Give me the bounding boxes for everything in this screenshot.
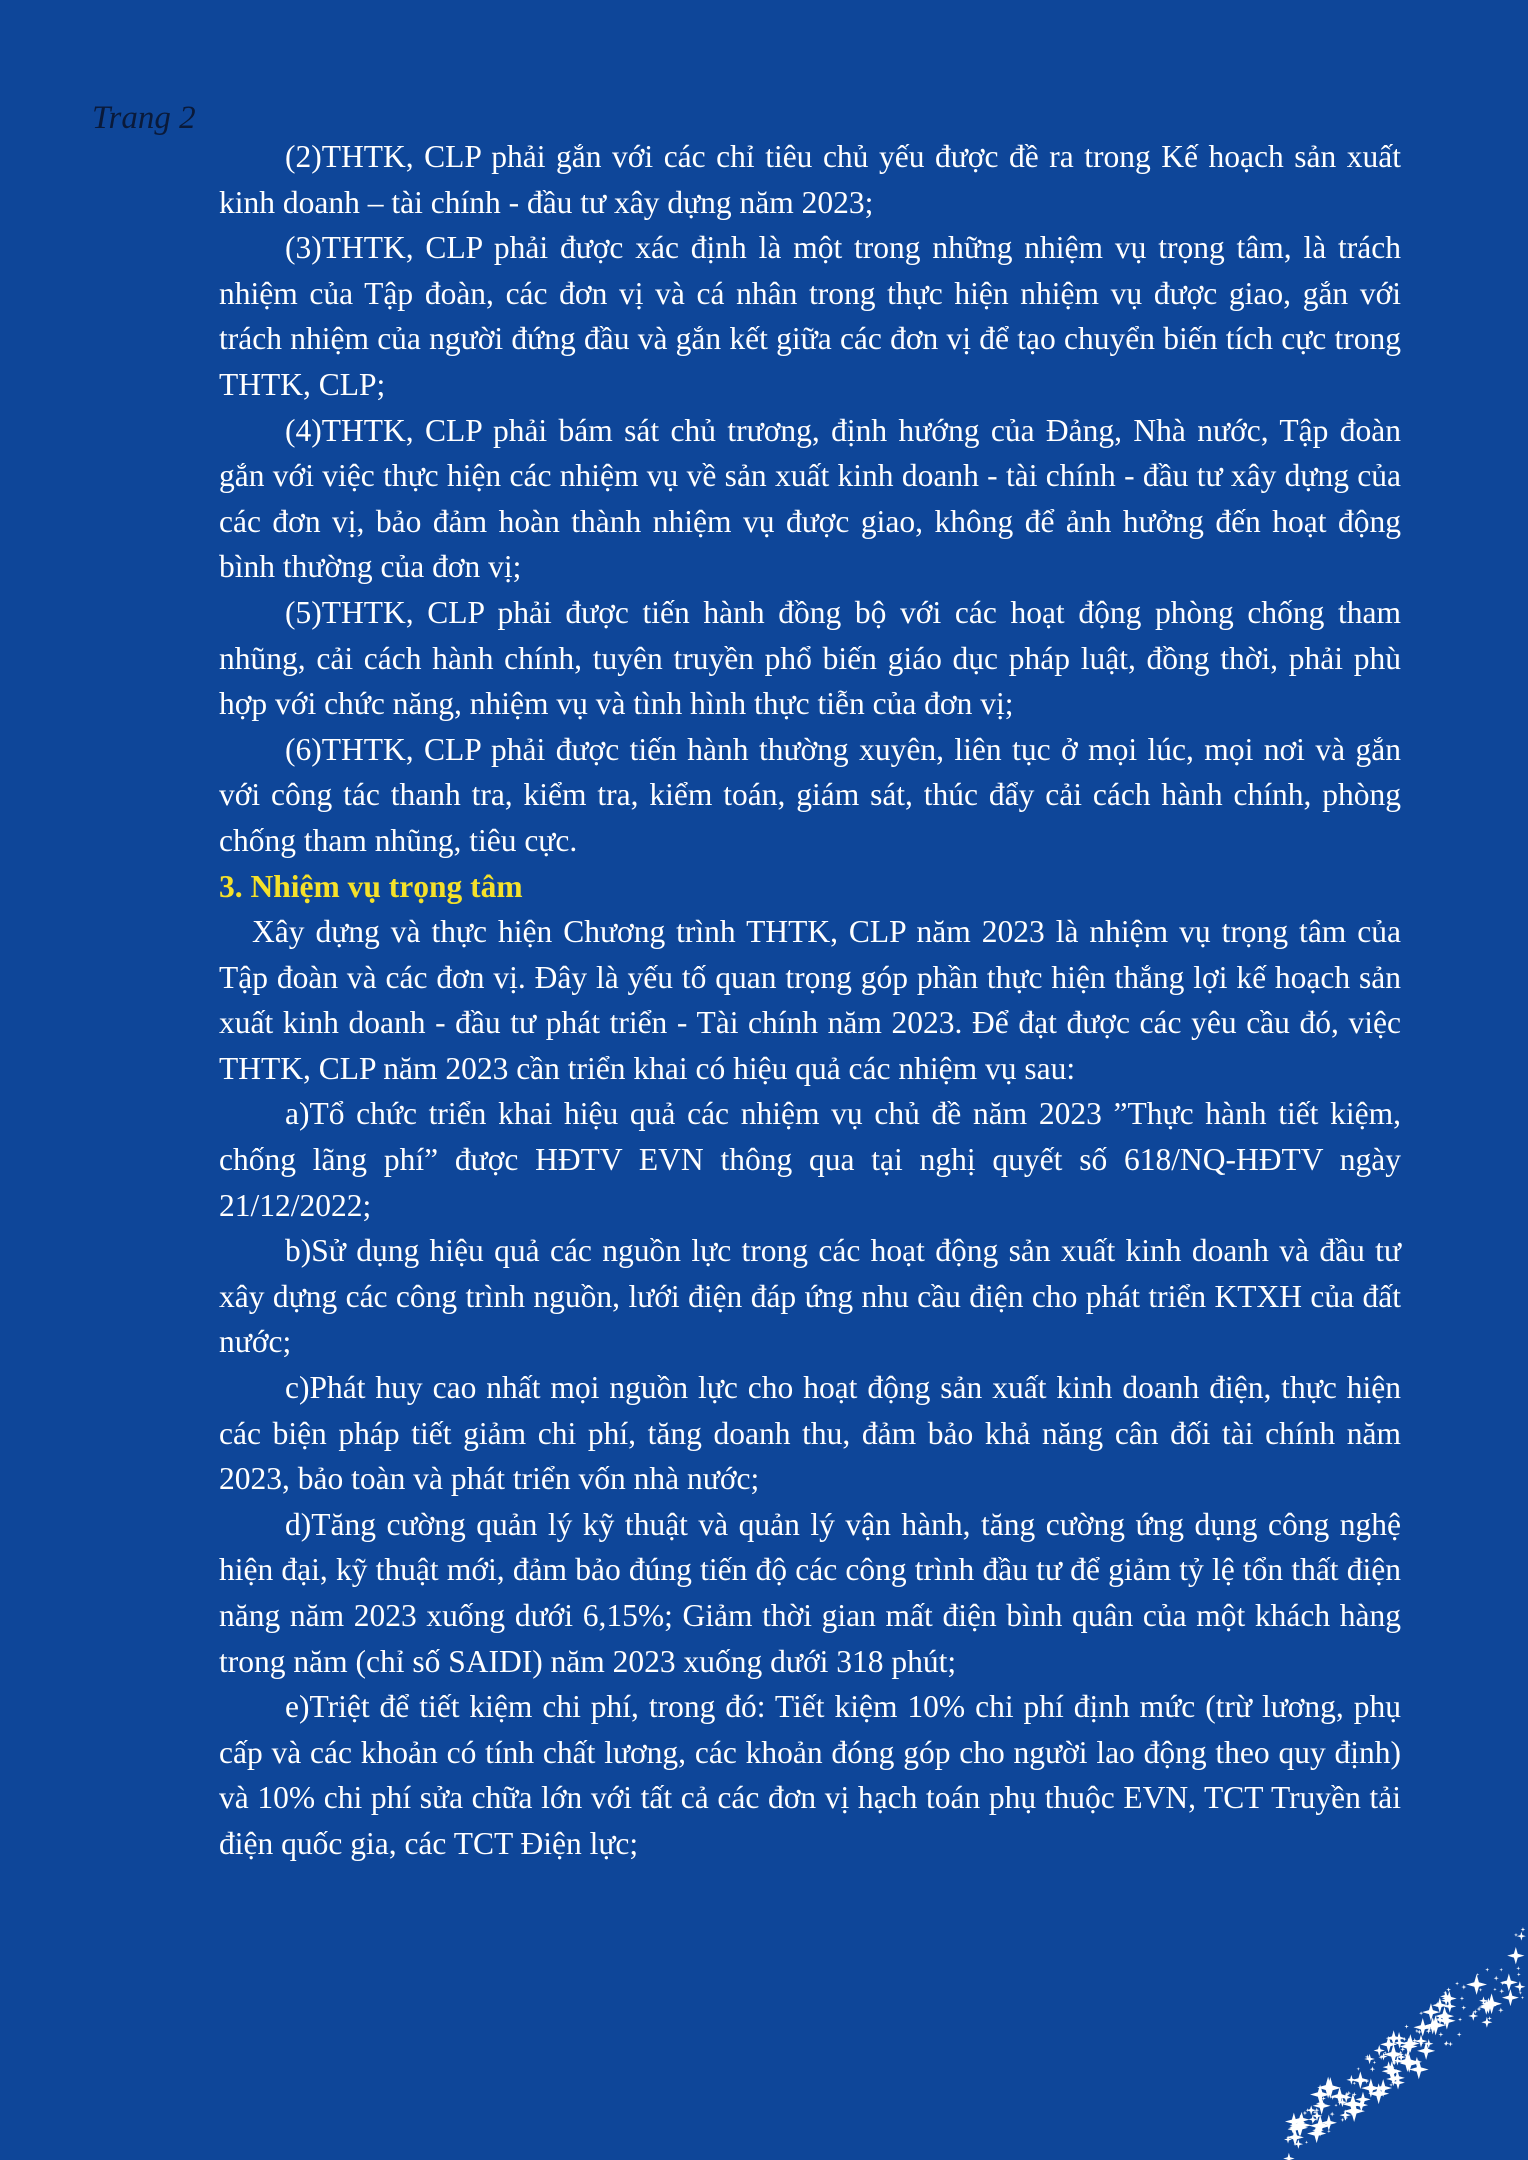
sparkle-star [1283, 2153, 1294, 2160]
task-text: Sử dụng hiệu quả các nguồn lực trong các hoạt động sản xuất kinh doanh và đầu tư xây dựng các công trình nguồn, lưới điện đáp ứng nhu cầu điện cho phát triển KTXH của đất nước; [219, 1233, 1401, 1360]
sparkle-star [1340, 2118, 1344, 2122]
sparkle-star [1461, 2005, 1466, 2010]
task-letter: c) [285, 1370, 310, 1406]
sparkle-star [1426, 2028, 1432, 2034]
sparkle-star [1487, 2016, 1491, 2020]
sparkle-star [1516, 1966, 1520, 1970]
sparkle-star [1303, 2111, 1308, 2116]
sparkle-star [1444, 2041, 1449, 2046]
sparkle-star [1461, 1984, 1466, 1989]
sparkle-star [1507, 1947, 1524, 1964]
sparkle-star [1370, 2066, 1375, 2071]
section-heading: 3. Nhiệm vụ trọng tâm [219, 868, 523, 904]
task-letter: b) [285, 1233, 312, 1269]
section-intro: Xây dựng và thực hiện Chương trình THTK, CLP năm 2023 là nhiệm vụ trọng tâm của Tập đoàn và các đơn vị. Đây là yếu tố quan trọng góp phần thực hiện thắng lợi kế hoạch sản xuất kinh doanh - đầu tư phát triển - Tài chính năm 2023. Để đạt được các yêu cầu đó, việc THTK, CLP năm 2023 cần triển khai có hiệu quả các nhiệm vụ sau: [219, 914, 1401, 1086]
task-item [219, 1502, 1401, 1684]
sparkle-star [1514, 1933, 1518, 1937]
principle-text: THTK, CLP phải được tiến hành thường xuyên, liên tục ở mọi lúc, mọi nơi và gắn với công tác thanh tra, kiểm tra, kiểm toán, giám sát, thúc đẩy cải cách hành chính, phòng chống tham nhũng, tiêu cực. [219, 731, 1401, 858]
sparkle-star [1519, 1991, 1523, 1995]
sparkle-star [1356, 2067, 1360, 2071]
sparkle-star [1521, 1996, 1524, 1999]
sparkle-star [1498, 2007, 1503, 2012]
sparkle-star [1330, 2112, 1335, 2117]
task-text: Triệt để tiết kiệm chi phí, trong đó: Tiết kiệm 10% chi phí định mức (trừ lương, phụ cấp và các khoản có tính chất lương, các khoản đóng góp cho người lao động theo quy định) và 10% chi phí sửa chữa lớn với tất cả các đơn vị hạch toán phụ thuộc EVN, TCT Truyền tải điện quốc gia, các TCT Điện lực; [219, 1689, 1401, 1861]
principle-number: (3) [285, 230, 322, 266]
page-label: Trang 2 [92, 100, 196, 136]
sparkle-star [1502, 1989, 1519, 2006]
sparkle-star [1493, 1988, 1497, 1992]
sparkle-star [1481, 1993, 1502, 2014]
principle-text: THTK, CLP phải được tiến hành đồng bộ với các hoạt động phòng chống tham nhũng, cải cách hành chính, tuyên truyền phổ biến giáo dục pháp luật, đồng thời, phải phù hợp với chức năng, nhiệm vụ và tình hình thực tiễn của đơn vị; [219, 594, 1401, 722]
sparkle-star [1466, 1974, 1487, 1995]
sparkle-star [1413, 2018, 1432, 2037]
sparkle-star [1500, 1973, 1518, 1991]
sparkle-stars-icon [1268, 1900, 1528, 2160]
sparkle-star [1419, 2011, 1423, 2015]
sparkle-star [1446, 1987, 1451, 1992]
sparkle-star [1352, 2081, 1356, 2085]
sparkle-star [1517, 1972, 1521, 1976]
sparkle-star [1389, 2083, 1393, 2087]
task-letter: d) [285, 1506, 312, 1542]
sparkle-star [1499, 1968, 1503, 1972]
sparkle-star [1305, 2141, 1308, 2144]
sparkle-star [1460, 1996, 1464, 2000]
sparkle-star [1417, 2042, 1435, 2060]
principle-text: THTK, CLP phải gắn với các chỉ tiêu chủ yếu được đề ra trong Kế hoạch sản xuất kinh doanh – tài chính - đầu tư xây dựng năm 2023; [219, 139, 1401, 220]
principle-item [219, 225, 1401, 407]
sparkle-star [1499, 1989, 1504, 1994]
principle-number: (4) [285, 412, 322, 448]
principle-item [219, 134, 1401, 225]
principle-item [219, 408, 1401, 590]
task-text: Tổ chức triển khai hiệu quả các nhiệm vụ chủ đề năm 2023 ”Thực hành tiết kiệm, chống lãng phí” được HĐTV EVN thông qua tại nghị quyết số 618/NQ-HĐTV ngày 21/12/2022; [219, 1096, 1401, 1223]
task-item [219, 1684, 1401, 1866]
sparkle-star [1458, 2017, 1462, 2021]
task-item [219, 1091, 1401, 1228]
sparkle-star [1321, 2115, 1337, 2131]
task-text: Phát huy cao nhất mọi nguồn lực cho hoạt động sản xuất kinh doanh điện, thực hiện các biện pháp tiết giảm chi phí, tăng doanh thu, đảm bảo khả năng cân đối tài chính năm 2023, bảo toàn và phát triển vốn nhà nước; [219, 1370, 1401, 1497]
sparkle-star [1438, 2032, 1443, 2037]
sparkle-star [1521, 1927, 1526, 1932]
sparkle-star [1435, 2007, 1454, 2026]
task-text: Tăng cường quản lý kỹ thuật và quản lý vận hành, tăng cường ứng dụng công nghệ hiện đại, kỹ thuật mới, đảm bảo đúng tiến độ các công trình đầu tư để giảm tỷ lệ tổn thất điện năng năm 2023 xuống dưới 6,15%; Giảm thời gian mất điện bình quân của một khách hàng trong năm (chỉ số SAIDI) năm 2023 xuống dưới 318 phút; [219, 1506, 1401, 1679]
principle-item [219, 727, 1401, 864]
principle-number: (2) [285, 139, 322, 174]
principle-text: THTK, CLP phải bám sát chủ trương, định hướng của Đảng, Nhà nước, Tập đoàn gắn với việc thực hiện các nhiệm vụ về sản xuất kinh doanh - tài chính - đầu tư xây dựng của các đơn vị, bảo đảm hoàn thành nhiệm vụ được giao, không để ảnh hưởng đến hoạt động bình thường của đơn vị; [219, 412, 1401, 585]
sparkle-star [1468, 2011, 1478, 2021]
sparkle-star [1334, 2104, 1337, 2107]
task-letter: e) [285, 1689, 310, 1725]
principle-item [219, 590, 1401, 727]
task-item [219, 1228, 1401, 1365]
task-item [219, 1365, 1401, 1502]
sparkle-star [1517, 1932, 1526, 1941]
sparkle-star [1479, 1988, 1483, 1992]
task-letter: a) [285, 1096, 310, 1132]
sparkle-star [1404, 2024, 1408, 2028]
sparkle-star [1494, 1976, 1499, 1981]
sparkle-star [1448, 2042, 1453, 2047]
sparkle-star [1373, 2061, 1377, 2065]
sparkle-star [1485, 1968, 1489, 1972]
document-body [219, 134, 1401, 1867]
sparkle-star [1401, 2034, 1420, 2053]
sparkle-star [1455, 1982, 1459, 1986]
sparkle-star [1457, 2032, 1462, 2037]
principle-text: THTK, CLP phải được xác định là một trong những nhiệm vụ trọng tâm, là trách nhiệm của Tập đoàn, các đơn vị và cá nhân trong thực hiện nhiệm vụ được giao, gắn với trách nhiệm của người đứng đầu và gắn kết giữa các đơn vị để tạo chuyển biến tích cực trong THTK, CLP; [219, 230, 1401, 402]
principle-number: (6) [285, 731, 322, 767]
principle-number: (5) [285, 594, 322, 630]
